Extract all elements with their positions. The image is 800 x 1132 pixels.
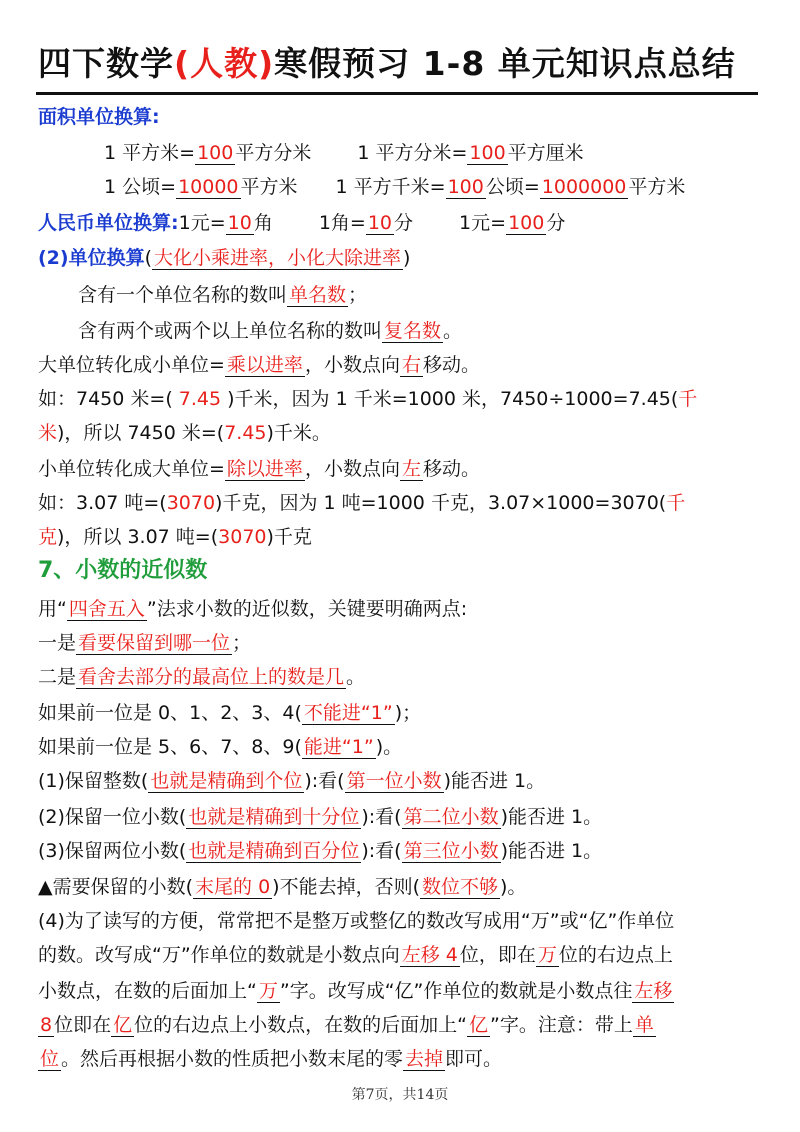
title-underline bbox=[36, 92, 758, 95]
approx-para-1: (4)为了读写的方便，常常把不是整万或整亿的数改写成用“万”或“亿”作单位 bbox=[38, 910, 675, 932]
section-7-heading: 7、小数的近似数 bbox=[38, 558, 208, 583]
approx-para-2: 的数。改写成“万”作单位的数就是小数点向 左移 4 位，即在 万 位的右边点上 bbox=[38, 944, 673, 966]
page-title bbox=[38, 38, 736, 85]
conv-line-4: 如：7450 米=( 7.45 )千米，因为 1 千米=1000 米，7450÷1000=7.45(千 bbox=[38, 388, 698, 410]
area-row-2: 1 公顷= 10000 平方米 1 平方千米= 100 公顷= 1000000 平方米 bbox=[104, 176, 686, 198]
approx-line-2: 一是 看要保留到哪一位 ； bbox=[38, 632, 252, 654]
title-part1: 四下数学 bbox=[38, 44, 174, 83]
title-part3: 寒假预习 1-8 单元知识点总结 bbox=[274, 44, 736, 83]
conv-line-1: 含有一个单位名称的数叫 单名数 ； bbox=[78, 284, 368, 306]
title-part2: (人教) bbox=[174, 44, 275, 83]
area-heading: 面积单位换算: bbox=[38, 106, 160, 128]
conv-line-8: 克)，所以 3.07 吨=(3070)千克 bbox=[38, 526, 312, 548]
approx-line-8: (3)保留两位小数( 也就是精确到百分位 ):看( 第三位小数 )能否进 1。 bbox=[38, 840, 603, 862]
conv-heading: (2)单位换算( 大化小乘进率，小化大除进率 ) bbox=[38, 247, 411, 269]
conv-line-5: 米)，所以 7450 米=(7.45)千米。 bbox=[38, 422, 331, 444]
approx-line-3: 二是 看舍去部分的最高位上的数是几 。 bbox=[38, 666, 366, 688]
approx-line-4: 如果前一位是 0、1、2、3、4( 不能进“1” )； bbox=[38, 702, 422, 724]
page-footer: 第7页，共14页 bbox=[351, 1087, 449, 1103]
approx-para-5: 位 。然后再根据小数的性质把小数末尾的零 去掉 即可。 bbox=[40, 1048, 503, 1070]
approx-line-9: ▲需要保留的小数( 末尾的 0 )不能去掉，否则( 数位不够 )。 bbox=[38, 876, 527, 898]
approx-line-6: (1)保留整数( 也就是精确到个位 ):看( 第一位小数 )能否进 1。 bbox=[38, 770, 546, 792]
conv-line-6: 小单位转化成大单位= 除以进率 ，小数点向 左 移动。 bbox=[38, 458, 480, 480]
approx-line-1: 用“ 四舍五入 ”法求小数的近似数，关键要明确两点: bbox=[38, 598, 468, 620]
conv-line-3: 大单位转化成小单位= 乘以进率 ，小数点向 右 移动。 bbox=[38, 354, 480, 376]
rmb-row: 人民币单位换算:1元= 10 角 1角= 10 分 1元= 100 分 bbox=[38, 212, 566, 234]
approx-line-7: (2)保留一位小数( 也就是精确到十分位 ):看( 第二位小数 )能否进 1。 bbox=[38, 806, 603, 828]
conv-line-2: 含有两个或两个以上单位名称的数叫 复名数 。 bbox=[78, 320, 463, 342]
area-row-1: 1 平方米= 100 平方分米 1 平方分米= 100 平方厘米 bbox=[104, 142, 584, 164]
approx-para-3: 小数点，在数的后面加上“ 万 ”字。改写成“亿”作单位的数就是小数点往 左移 bbox=[38, 980, 673, 1002]
approx-para-4: 8 位即在 亿 位的右边点上小数点，在数的后面加上“ 亿 ”字。注意：带上 单 bbox=[40, 1014, 654, 1036]
approx-line-5: 如果前一位是 5、6、7、8、9( 能进“1” )。 bbox=[38, 736, 403, 758]
conv-line-7: 如：3.07 吨=(3070)千克，因为 1 吨=1000 千克，3.07×1000=3070(千 bbox=[38, 492, 686, 514]
